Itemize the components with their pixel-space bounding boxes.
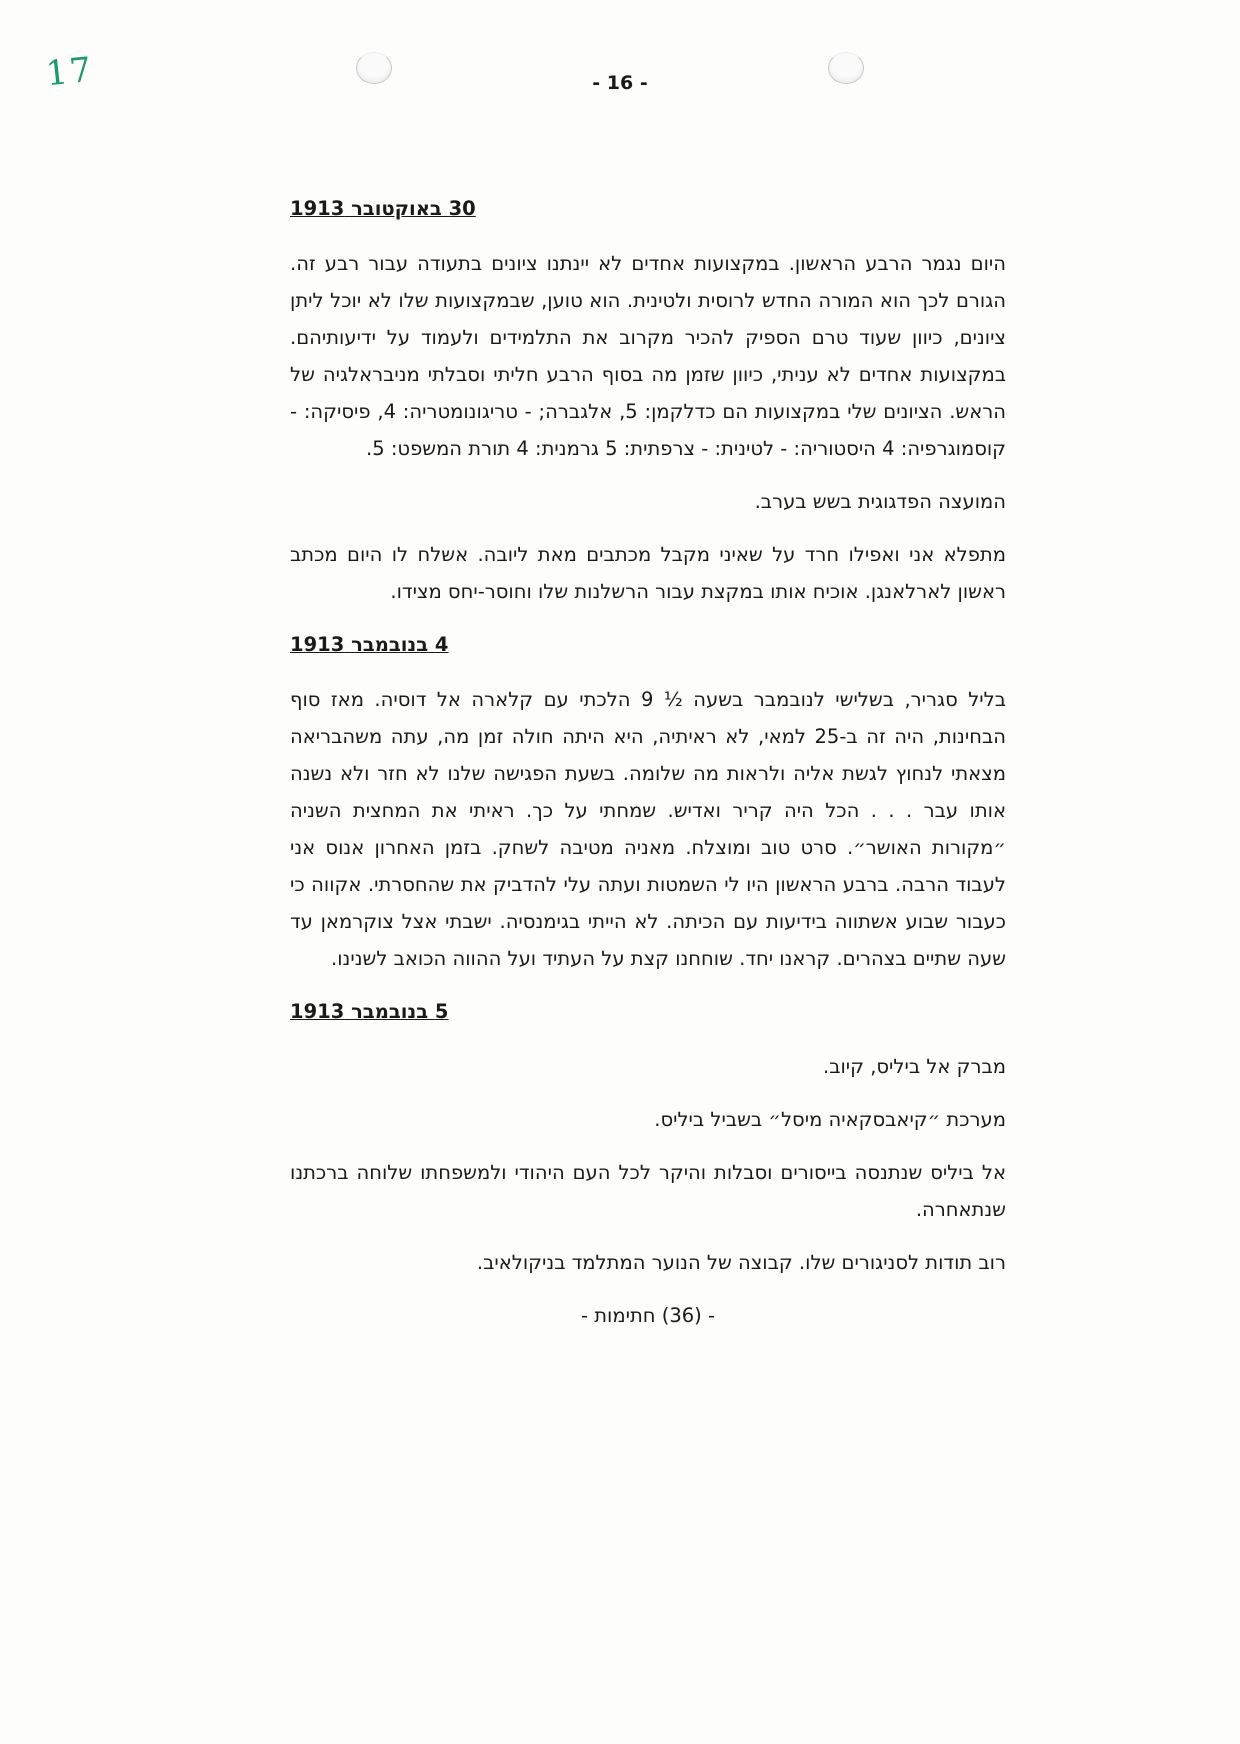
entry-paragraph: היום נגמר הרבע הראשון. במקצועות אחדים לא יינתנו ציונים בתעודה עבור רבע זה. הגורם לכך הוא המורה החדש לרוסית ולטינית. הוא טוען, שבמקצועות שלו לא יוכל ליתן ציונים, כיוון שעוד טרם הספיק להכיר מקרוב את התלמידים ולעמוד על ידיעותיהם. במקצועות אחדים לא עניתי, כיוון שזמן מה בסוף הרבע חליתי וסבלתי מניבראלגיה של הראש. הציונים שלי במקצועות הם כדלקמן: 5, אלגברה; - טריגונומטריה: 4, פיסיקה: - קוסמוגרפיה: 4 היסטוריה: - לטינית: - צרפתית: 5 גרמנית: 4 תורת המשפט: 5.	[290, 252, 1006, 460]
entry-paragraph: מברק אל ביליס, קיוב.	[823, 1055, 1006, 1078]
entry-date: 4 בנובמבר 1913	[290, 633, 449, 656]
entry-date-wrap	[290, 190, 1006, 245]
entry-paragraph: המועצה הפדגוגית בשש בערב.	[754, 490, 1006, 513]
entry-paragraph: אל ביליס שנתנסה בייסורים וסבלות והיקר לכל העם היהודי ולמשפחתו שלוחה ברכתנו שנתאחרה.	[290, 1161, 1006, 1221]
diary-content	[290, 190, 1006, 1334]
entry-paragraph: רוב תודות לסניגורים שלו. קבוצה של הנוער המתלמד בניקולאיב.	[476, 1251, 1006, 1274]
handwritten-page-number: 17	[44, 49, 96, 95]
entry-paragraph: בליל סגריר, בשלישי לנובמבר בשעה ½ 9 הלכתי עם קלארה אל דוסיה. מאז סוף הבחינות, היה זה ב-25 למאי, לא ראיתיה, היא היתה חולה זמן מה, עתה משהבריאה מצאתי לנחוץ לגשת אליה ולראות מה שלומה. בשעת הפגישה שלנו לא חזר ולא נשנה אותו עבר . . . הכל היה קריר ואדיש. שמחתי על כך. ראיתי את המחצית השניה ״מקורות האושר״. סרט טוב ומוצלח. מאניה מטיבה לשחק. בזמן האחרון אנוס אני לעבוד הרבה. ברבע הראשון היו לי השמטות ועתה עלי להדביק את שהחסרתי. אקווה כי כעבור שבוע אשתווה בידיעות עם הכיתה. לא הייתי בגימנסיה. ישבתי אצל צוקרמאן עד שעה שתיים בצהרים. קראנו יחד. שוחחנו קצת על העתיד ועל ההווה הכואב לשנינו.	[290, 688, 1006, 970]
page-number: - 16 -	[592, 72, 648, 94]
entry-date: 5 בנובמבר 1913	[290, 1000, 449, 1023]
entry-paragraph: מתפלא אני ואפילו חרד על שאיני מקבל מכתבים מאת ליובה. אשלח לו היום מכתב ראשון לארלאנגן. אוכיח אותו במקצת עבור הרשלנות שלו וחוסר-יחס מצידו.	[290, 543, 1006, 603]
entry-date-wrap	[290, 626, 1006, 681]
signatures-line: - (36) חתימות -	[580, 1304, 715, 1327]
entry-paragraph: מערכת ״קיאבסקאיה מיסל״ בשביל ביליס.	[654, 1108, 1006, 1131]
entry-date: 30 באוקטובר 1913	[290, 197, 476, 220]
entry-date-wrap	[290, 993, 1006, 1048]
